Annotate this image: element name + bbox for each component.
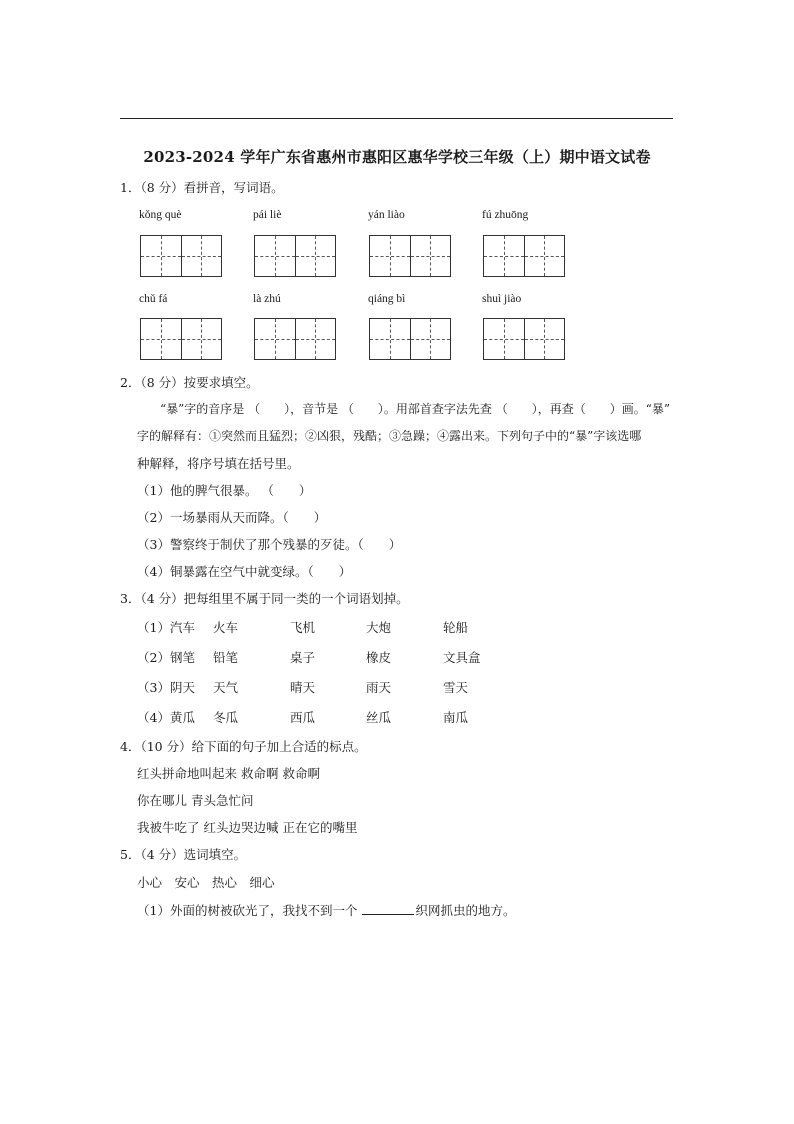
- pinyin-2: pái liè: [253, 209, 282, 221]
- q3-row4-word4[interactable]: 丝瓜: [366, 710, 392, 725]
- q1-heading: 1．（8 分）看拼音，写词语。: [120, 180, 284, 195]
- q5-item-1-suffix: 织网抓虫的地方。: [415, 903, 516, 918]
- q5-answer-blank[interactable]: [362, 902, 414, 915]
- writing-grid-8[interactable]: [483, 318, 565, 360]
- q2-paragraph-line-2: 字的解释有：①突然而且猛烈；②凶狠，残酷；③急躁；④露出来。下列句子中的“暴”字该选哪: [137, 429, 642, 443]
- pinyin-5: chǔ fá: [139, 293, 168, 305]
- q3-row4-word3[interactable]: 西瓜: [290, 710, 316, 725]
- writing-grid-1[interactable]: [140, 235, 222, 277]
- q4-sentence-1: 红头拼命地叫起来 救命啊 救命啊: [137, 766, 320, 781]
- pinyin-4: fú zhuōng: [482, 209, 529, 221]
- q2-item-1: （1）他的脾气很暴。 （ ）: [137, 483, 312, 498]
- q3-row3-word4[interactable]: 雨天: [366, 680, 392, 695]
- header-rule: [120, 118, 673, 119]
- q3-row1-word1[interactable]: （1）汽车: [137, 620, 195, 635]
- q3-row4-word1[interactable]: （4）黄瓜: [137, 710, 195, 725]
- writing-grid-3[interactable]: [369, 235, 451, 277]
- pinyin-6: là zhú: [253, 293, 281, 305]
- q3-row1-word4[interactable]: 大炮: [366, 620, 392, 635]
- q3-row3-word2[interactable]: 天气: [213, 680, 239, 695]
- writing-grid-2[interactable]: [254, 235, 336, 277]
- exam-title: 2023-2024 学年广东省惠州市惠阳区惠华学校三年级（上）期中语文试卷: [143, 148, 651, 166]
- q3-row2-word2[interactable]: 铅笔: [213, 650, 239, 665]
- q2-item-2: （2）一场暴雨从天而降。（ ）: [137, 510, 327, 525]
- writing-grid-4[interactable]: [483, 235, 565, 277]
- pinyin-7: qiáng bì: [368, 293, 406, 305]
- q4-heading: 4．（10 分）给下面的句子加上合适的标点。: [120, 739, 367, 754]
- q5-item-1-prefix: （1）外面的树被砍光了，我找不到一个: [137, 903, 362, 918]
- q3-row1-word3[interactable]: 飞机: [290, 620, 316, 635]
- q3-row2-word1[interactable]: （2）钢笔: [137, 650, 195, 665]
- writing-grid-6[interactable]: [254, 318, 336, 360]
- q3-row3-word1[interactable]: （3）阴天: [137, 680, 195, 695]
- pinyin-8: shuì jiào: [482, 293, 522, 305]
- writing-grid-7[interactable]: [369, 318, 451, 360]
- q3-row2-word4[interactable]: 橡皮: [366, 650, 392, 665]
- q3-row1-word2[interactable]: 火车: [213, 620, 239, 635]
- q3-row1-word5[interactable]: 轮船: [443, 620, 469, 635]
- q3-row4-word5[interactable]: 南瓜: [443, 710, 469, 725]
- pinyin-3: yán liào: [368, 209, 405, 221]
- q3-row3-word5[interactable]: 雪天: [443, 680, 469, 695]
- q2-item-3: （3）警察终于制伏了那个残暴的歹徒。（ ）: [137, 537, 402, 552]
- q3-row4-word2[interactable]: 冬瓜: [213, 710, 239, 725]
- q2-paragraph-line-3: 种解释，将序号填在括号里。: [137, 456, 300, 471]
- q2-heading: 2．（8 分）按要求填空。: [120, 375, 259, 390]
- q3-row2-word3[interactable]: 桌子: [290, 650, 316, 665]
- q5-word-options: 小心 安心 热心 细心: [137, 875, 275, 890]
- q3-heading: 3．（4 分）把每组里不属于同一类的一个词语划掉。: [120, 591, 409, 606]
- q3-row2-word5[interactable]: 文具盒: [443, 650, 481, 665]
- pinyin-1: kǒng què: [139, 209, 182, 221]
- q5-heading: 5．（4 分）选词填空。: [120, 847, 247, 862]
- q5-item-1: [137, 901, 515, 919]
- q4-sentence-3: 我被牛吃了 红头边哭边喊 正在它的嘴里: [137, 820, 358, 835]
- q3-row3-word3[interactable]: 晴天: [290, 680, 316, 695]
- q4-sentence-2: 你在哪儿 青头急忙问: [137, 793, 254, 808]
- writing-grid-5[interactable]: [140, 318, 222, 360]
- q2-paragraph-line-1: “暴”字的音序是 （ ），音节是 （ ）。用部首查字法先查 （ ），再查（ ）画。“暴”: [160, 402, 670, 416]
- q2-item-4: （4）铜暴露在空气中就变绿。（ ）: [137, 564, 352, 579]
